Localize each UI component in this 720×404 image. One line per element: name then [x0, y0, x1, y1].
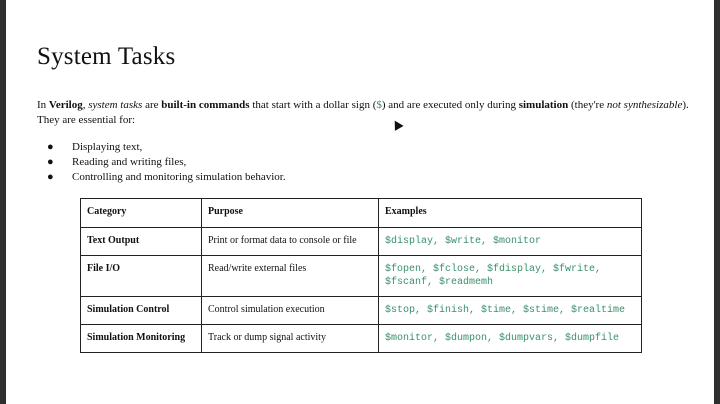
row-purpose: Read/write external files	[202, 256, 379, 297]
intro-not-synth: not synthesizable	[606, 99, 683, 111]
row-category: File I/O	[81, 256, 202, 297]
header-examples: Examples	[379, 199, 642, 228]
row-examples: $fopen, $fclose, $fdisplay, $fwrite, $fscanf, $readmemh	[379, 256, 642, 297]
intro-text-5: ) and are executed only during	[381, 99, 519, 111]
table-row	[81, 228, 642, 256]
bullet-dot-icon: ●	[47, 141, 54, 153]
row-examples: $monitor, $dumpon, $dumpvars, $dumpfile	[379, 325, 642, 353]
row-category: Text Output	[81, 228, 202, 256]
intro-text-3: are	[142, 99, 162, 111]
bullet-list	[37, 140, 286, 185]
intro-dollar: $	[376, 99, 382, 111]
intro-simulation: simulation	[518, 99, 569, 111]
intro-text-7: ). They are essential for:	[37, 99, 689, 126]
intro-builtin: built-in commands	[161, 99, 250, 111]
right-letterbox	[715, 0, 720, 404]
row-purpose: Track or dump signal activity	[202, 325, 379, 353]
header-category: Category	[81, 199, 202, 228]
bullet-dot-icon: ●	[47, 156, 54, 168]
intro-verilog: Verilog	[48, 99, 83, 111]
table-row	[81, 256, 642, 297]
row-purpose: Control simulation execution	[202, 297, 379, 325]
intro-text-4: that start with a dollar sign (	[249, 99, 377, 111]
row-category: Simulation Control	[81, 297, 202, 325]
slide	[6, 0, 714, 404]
table-row	[81, 297, 642, 325]
bullet-item	[37, 170, 286, 185]
bullet-item	[37, 140, 286, 155]
left-letterbox	[0, 0, 5, 404]
slide-title: System Tasks	[37, 43, 176, 70]
intro-text-2: ,	[82, 99, 89, 111]
row-purpose: Print or format data to console or file	[202, 228, 379, 256]
header-purpose: Purpose	[202, 199, 379, 228]
bullet-text: Displaying text,	[72, 141, 143, 153]
intro-text-6: (they're	[568, 99, 607, 111]
system-tasks-table	[80, 198, 642, 353]
intro-system-tasks: system tasks	[88, 99, 143, 111]
row-category: Simulation Monitoring	[81, 325, 202, 353]
bullet-dot-icon: ●	[47, 171, 54, 183]
row-examples: $stop, $finish, $time, $stime, $realtime	[379, 297, 642, 325]
intro-paragraph	[37, 98, 697, 128]
bullet-text: Reading and writing files,	[72, 156, 187, 168]
table-header-row	[81, 199, 642, 228]
bullet-item	[37, 155, 286, 170]
table-row	[81, 325, 642, 353]
intro-text-1: In	[37, 99, 49, 111]
row-examples: $display, $write, $monitor	[379, 228, 642, 256]
bullet-text: Controlling and monitoring simulation behavior.	[72, 171, 286, 183]
